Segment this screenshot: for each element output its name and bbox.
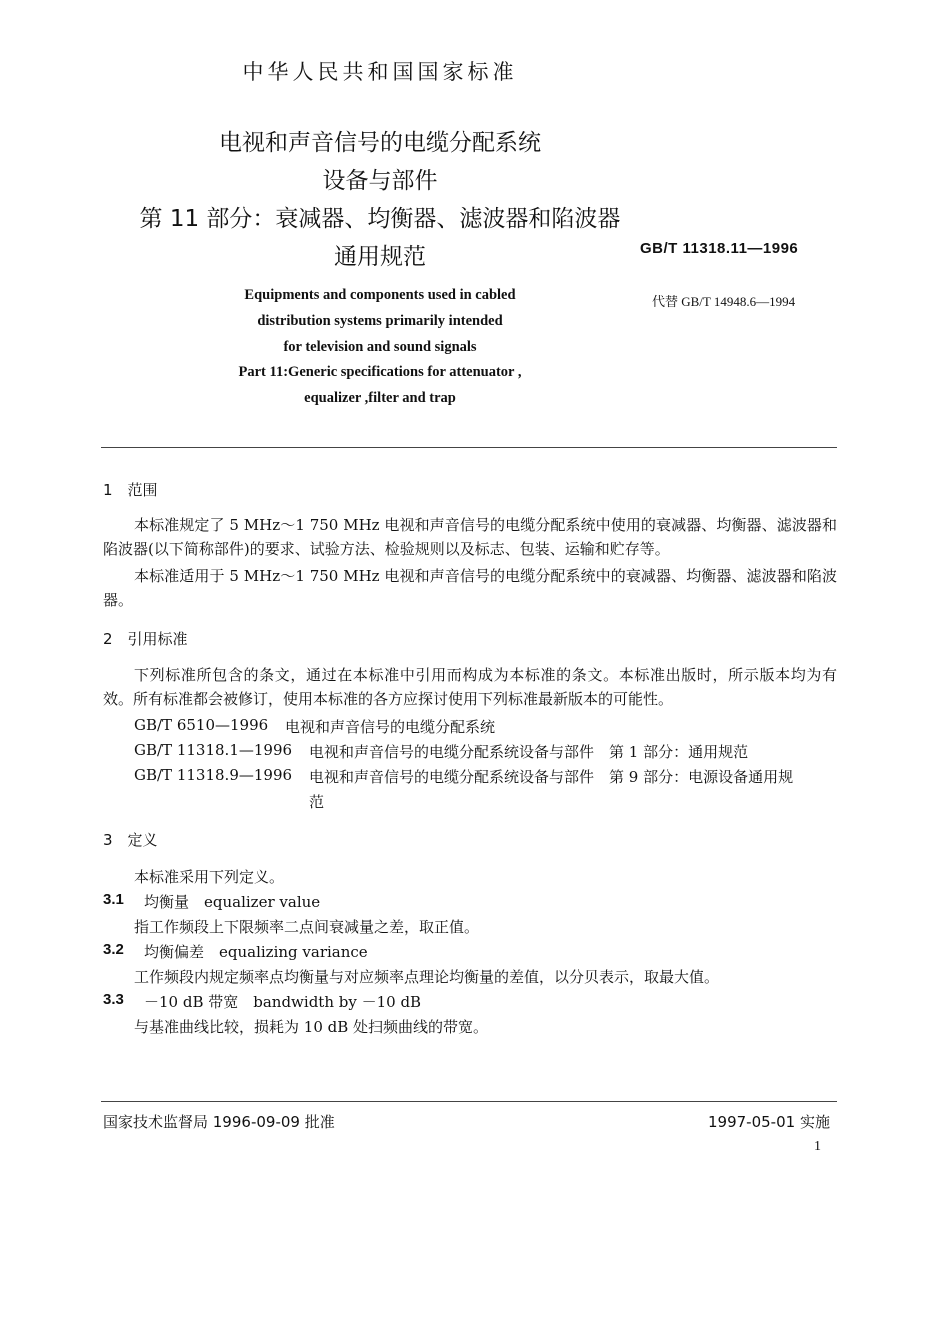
- page-number: 1: [814, 1139, 821, 1154]
- english-title-line-1: Equipments and components used in cabled: [244, 287, 516, 303]
- title-line-4: 通用规范: [334, 244, 426, 270]
- reference-title-2: 电视和声音信号的电缆分配系统设备与部件 第 1 部分：通用规范: [309, 743, 749, 761]
- definition-3-3-description: 与基准曲线比较，损耗为 10 dB 处扫频曲线的带宽。: [134, 1018, 489, 1036]
- scope-paragraph-1: 本标准规定了 5 MHz～1 750 MHz 电视和声音信号的电缆分配系统中使用的衰减器、均衡器、滤波器和陷波器(以下简称部件)的要求、试验方法、检验规则以及标志、包装、运输和贮存等。: [103, 516, 837, 558]
- effective-date: 1997-05-01 实施: [708, 1113, 830, 1131]
- reference-title-3-continued: 范: [309, 793, 325, 811]
- title-line-2: 设备与部件: [322, 168, 438, 194]
- definition-3-1-number: 3.1: [103, 891, 124, 908]
- section-1-heading: 1 范围: [103, 481, 158, 499]
- definitions-intro: 本标准采用下列定义。: [134, 868, 285, 886]
- english-title-line-4: Part 11:Generic specifications for attenuator ,: [238, 364, 522, 380]
- approval-date: 国家技术监督局 1996-09-09 批准: [103, 1113, 335, 1131]
- national-standard-label: 中华人民共和国国家标准: [242, 60, 518, 84]
- definition-3-2-description: 工作频段内规定频率点均衡量与对应频率点理论均衡量的差值，以分贝表示，取最大值。: [134, 968, 720, 986]
- english-title-line-3: for television and sound signals: [283, 339, 477, 355]
- definition-3-2-term: 均衡偏差 equalizing variance: [144, 943, 368, 961]
- title-line-1: 电视和声音信号的电缆分配系统: [219, 130, 541, 156]
- definition-3-2-number: 3.2: [103, 941, 124, 958]
- title-line-3: 第 11 部分：衰减器、均衡器、滤波器和陷波器: [139, 206, 621, 232]
- definition-3-1-term: 均衡量 equalizer value: [144, 893, 321, 911]
- definition-3-3-term: －10 dB 带宽 bandwidth by －10 dB: [144, 993, 422, 1011]
- english-title-line-2: distribution systems primarily intended: [257, 313, 503, 329]
- english-title-line-5: equalizer ,filter and trap: [304, 390, 456, 406]
- reference-title-3: 电视和声音信号的电缆分配系统设备与部件 第 9 部分：电源设备通用规: [309, 768, 794, 786]
- section-2-heading: 2 引用标准: [103, 630, 188, 648]
- reference-title-1: 电视和声音信号的电缆分配系统: [285, 718, 496, 736]
- footer-divider: [101, 1101, 837, 1102]
- definition-3-3-number: 3.3: [103, 991, 124, 1008]
- header-divider: [101, 447, 837, 448]
- reference-code-3: GB/T 11318.9—1996: [134, 766, 293, 784]
- reference-code-1: GB/T 6510—1996: [134, 716, 269, 734]
- definition-3-1-description: 指工作频段上下限频率二点间衰减量之差，取正值。: [134, 918, 480, 936]
- section-3-heading: 3 定义: [103, 831, 158, 849]
- standard-number: GB/T 11318.11—1996: [640, 240, 799, 257]
- scope-paragraph-2: 本标准适用于 5 MHz～1 750 MHz 电视和声音信号的电缆分配系统中的衰减器、均衡器、滤波器和陷波器。: [103, 567, 837, 609]
- reference-code-2: GB/T 11318.1—1996: [134, 741, 293, 759]
- replaces-standard: 代替 GB/T 14948.6—1994: [652, 294, 796, 309]
- references-paragraph: 下列标准所包含的条文，通过在本标准中引用而构成为本标准的条文。本标准出版时，所示版本均为有效。所有标准都会被修订，使用本标准的各方应探讨使用下列标准最新版本的可能性。: [103, 666, 837, 708]
